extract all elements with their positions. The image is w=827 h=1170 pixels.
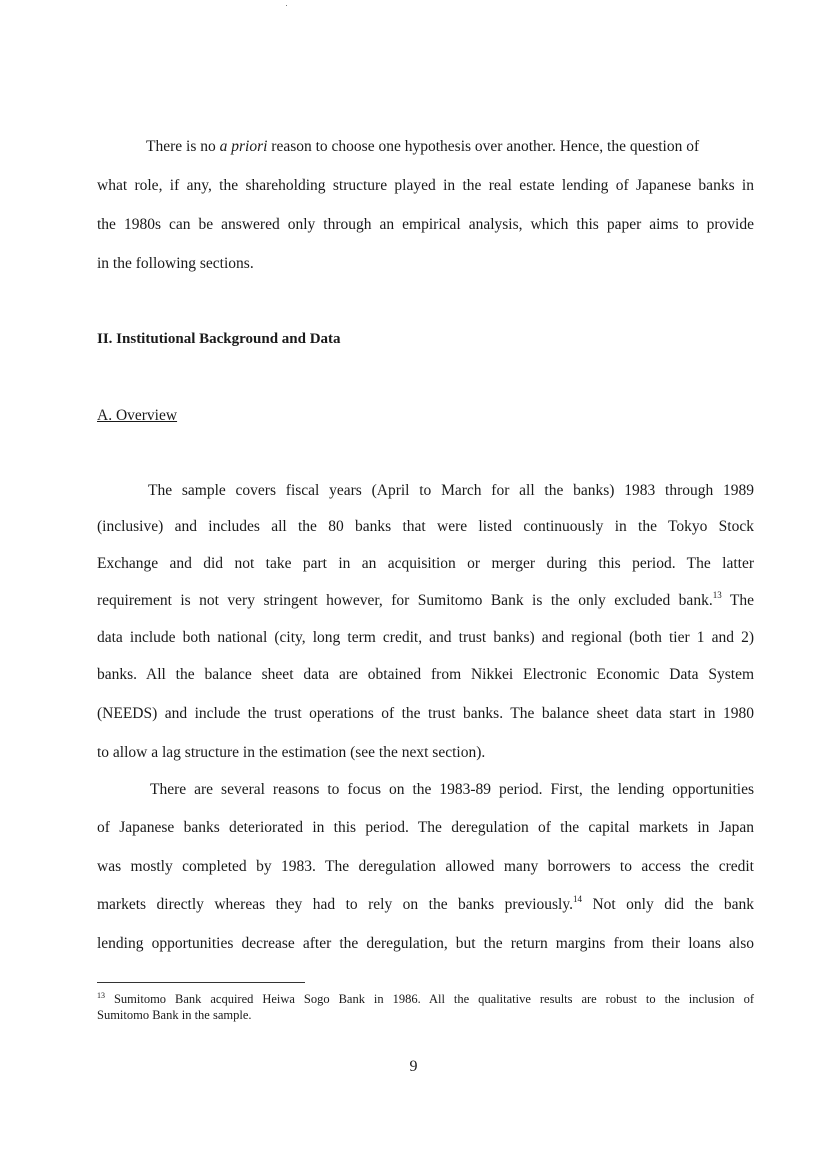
footnote-mark: 13 <box>97 991 105 1000</box>
text-run: requirement is not very stringent however, for Sumitomo Bank is the only excluded bank. <box>97 592 713 609</box>
paragraph-line: in the following sections. <box>97 255 254 272</box>
footnote-reference[interactable]: 13 <box>712 590 722 600</box>
italic-term: a priori <box>219 138 268 155</box>
text-run: reason to choose one hypothesis over another. Hence, the question of <box>267 138 700 155</box>
footnote-text: Sumitomo Bank acquired Heiwa Sogo Bank in 1986. All the qualitative results are robust to the inclusion of <box>105 992 754 1006</box>
subsection-heading <box>97 406 754 426</box>
paragraph-line: (NEEDS) and include the trust operations of the trust banks. The balance sheet data start in 1980 <box>97 705 754 722</box>
paragraph-line: lending opportunities decrease after the deregulation, but the return margins from their loans also <box>97 935 754 952</box>
text-run: The <box>721 592 754 609</box>
section-heading: II. Institutional Background and Data <box>97 331 341 347</box>
footnote-line: Sumitomo Bank in the sample. <box>97 1008 252 1022</box>
text-run: Not only did the bank <box>581 896 754 913</box>
paragraph-line <box>97 591 754 611</box>
subsection-title: A. Overview <box>97 407 178 424</box>
paragraph-line: The sample covers fiscal years (April to March for all the banks) 1983 through 1989 <box>148 482 754 499</box>
paragraph-line: the 1980s can be answered only through an empirical analysis, which this paper aims to provide <box>97 216 754 233</box>
paragraph-line: was mostly completed by 1983. The deregulation allowed many borrowers to access the credit <box>97 858 754 875</box>
paragraph-line: what role, if any, the shareholding structure played in the real estate lending of Japanese banks in <box>97 177 754 194</box>
footnote-separator <box>97 982 305 983</box>
paragraph-line: to allow a lag structure in the estimation (see the next section). <box>97 744 486 761</box>
paragraph-line <box>146 137 754 157</box>
paragraph-line: of Japanese banks deteriorated in this period. The deregulation of the capital markets in Japan <box>97 819 754 836</box>
paragraph-line: (inclusive) and includes all the 80 banks that were listed continuously in the Tokyo Stock <box>97 518 754 535</box>
text-run: markets directly whereas they had to rely on the banks previously. <box>97 896 573 913</box>
scan-speck <box>286 5 287 6</box>
text-run: There is no <box>146 138 220 155</box>
paragraph-line: banks. All the balance sheet data are obtained from Nikkei Electronic Economic Data System <box>97 666 754 683</box>
page-number: 9 <box>409 1058 418 1075</box>
paragraph-line: Exchange and did not take part in an acquisition or merger during this period. The latter <box>97 555 754 572</box>
paragraph-line: data include both national (city, long term credit, and trust banks) and regional (both tier 1 and 2) <box>97 629 754 646</box>
footnote-line <box>97 991 754 1007</box>
paragraph-line <box>97 895 754 915</box>
paragraph-line: There are several reasons to focus on the 1983-89 period. First, the lending opportunities <box>150 781 754 798</box>
footnote-reference[interactable]: 14 <box>572 894 582 904</box>
